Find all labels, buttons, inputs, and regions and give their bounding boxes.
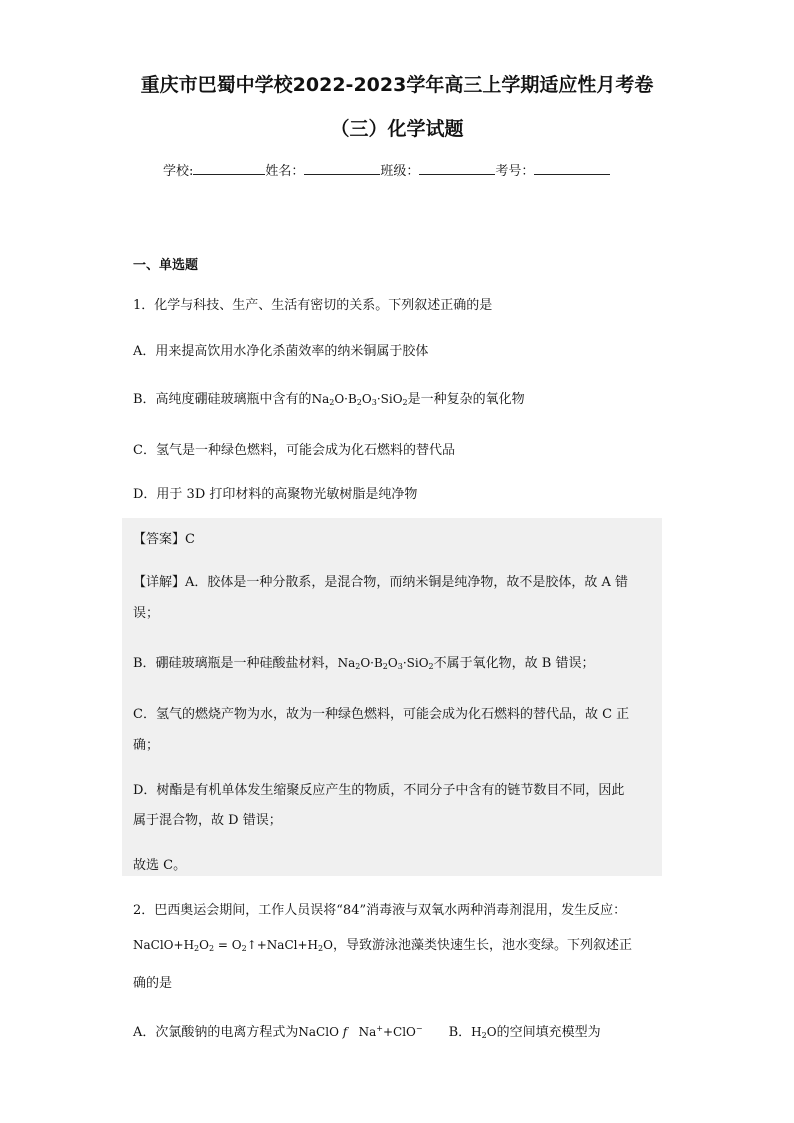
student-info-row [163,160,610,179]
name-label: 姓名： [265,164,305,179]
exam-no-blank[interactable] [534,162,610,175]
detail-c-line-1: C．氢气的燃烧产物为水，故为一种绿色燃料，可能会成为化石燃料的替代品，故 C 正 [133,707,630,722]
formula-reaction: $NaClO+H_2O_2$ = $O_2↑+NaCl+H_2O$ [133,938,333,953]
detail-d-line-2: 属于混合物，故 D 错误； [133,813,282,828]
class-label: 班级： [380,164,420,179]
detail-line-1: 【详解】A．胶体是一种分散系，是混合物，而纳米铜是纯净物，故不是胶体，故 A 错 [133,575,629,590]
name-blank[interactable] [304,162,380,175]
document-title-line1: 重庆市巴蜀中学校2022-2023学年高三上学期适应性月考卷 [140,74,654,96]
detail-conclusion: 故选 C。 [133,858,187,873]
detail-d-line-1: D．树酯是有机单体发生缩聚反应产生的物质，不同分子中含有的链节数目不同，因此 [133,783,625,798]
formula-borosilicate-detail: $Na_2O\cdot B_2O_3\cdot SiO_2$ [337,656,434,671]
detail-c-line-2: 确； [133,738,160,753]
formula-borosilicate: $Na_2O\cdot B_2O_3\cdot SiO_2$ [311,392,408,407]
question-2-options: A．次氯酸钠的电离方程式为NaClO f Na++ClO− B．$H_2O$的空间填充模型为 [133,1024,601,1040]
question-2-stem-line-3: 确的是 [133,976,173,991]
formula-ionization: NaClO f Na++ClO− [298,1024,423,1039]
question-1-stem: 1．化学与科技、生产、生活有密切的关系。下列叙述正确的是 [133,298,493,313]
document-title-line2: （三）化学试题 [330,118,464,140]
exam-no-label: 考号： [495,164,535,179]
section-heading: 一、单选题 [133,258,199,273]
answer-label: 【答案】C [133,532,195,547]
question-1-option-a: A．用来提高饮用水净化杀菌效率的纳米铜属于胶体 [133,344,429,359]
school-blank[interactable] [193,162,265,175]
question-2-stem-line-1: 2．巴西奥运会期间，工作人员误将“84”消毒液与双氧水两种消毒剂混用，发生反应： [133,903,627,918]
detail-line-2: 误； [133,606,160,621]
formula-water: $H_2O$ [471,1025,497,1040]
class-blank[interactable] [419,162,495,175]
detail-b: B．硼硅玻璃瓶是一种硅酸盐材料，$Na_2O\cdot B_2O_3\cdot SiO_2$不属于氧化物，故 B 错误； [133,656,595,671]
question-1-option-d: D．用于 3D 打印材料的高聚物光敏树脂是纯净物 [133,487,418,502]
school-label: 学校: [163,164,194,179]
question-1-option-c: C．氢气是一种绿色燃料，可能会成为化石燃料的替代品 [133,443,455,458]
question-2-stem-line-2: $NaClO+H_2O_2$ = $O_2↑+NaCl+H_2O$，导致游泳池藻类快速生长，池水变绿。下列叙述正 [133,938,632,953]
question-1-option-b: B．高纯度硼硅玻璃瓶中含有的$Na_2O\cdot B_2O_3\cdot SiO_2$是一种复杂的氧化物 [133,392,525,407]
